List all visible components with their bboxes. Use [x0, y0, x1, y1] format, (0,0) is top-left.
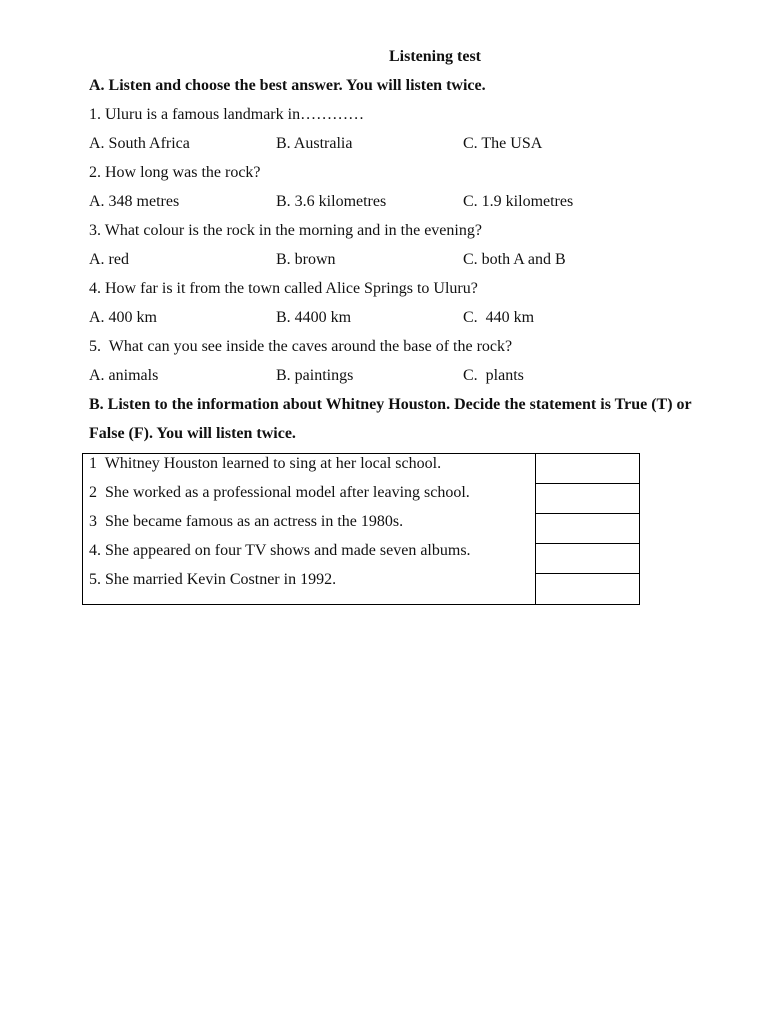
question-4-option-a: A. 400 km — [89, 309, 157, 326]
question-3-option-a: A. red — [89, 251, 129, 268]
question-3: 3. What colour is the rock in the morning and in the evening? — [89, 222, 482, 239]
answer-box-3[interactable] — [536, 514, 639, 544]
answer-box-1[interactable] — [536, 454, 639, 484]
section-a-heading: A. Listen and choose the best answer. You will listen twice. — [89, 77, 486, 94]
question-1-option-c: C. The USA — [463, 135, 543, 152]
answer-box-5[interactable] — [536, 574, 639, 603]
statement-5: 5. She married Kevin Costner in 1992. — [89, 571, 337, 588]
question-4-option-b: B. 4400 km — [276, 309, 352, 326]
statement-4: 4. She appeared on four TV shows and made seven albums. — [89, 542, 471, 559]
question-3-option-c: C. both A and B — [463, 251, 566, 268]
question-5-option-a: A. animals — [89, 367, 159, 384]
question-3-option-b: B. brown — [276, 251, 336, 268]
question-2-option-c: C. 1.9 kilometres — [463, 193, 574, 210]
question-2: 2. How long was the rock? — [89, 164, 261, 181]
answer-box-4[interactable] — [536, 544, 639, 574]
statement-2: 2 She worked as a professional model after leaving school. — [89, 484, 470, 501]
question-4: 4. How far is it from the town called Alice Springs to Uluru? — [89, 280, 478, 297]
statement-3: 3 She became famous as an actress in the 1980s. — [89, 513, 404, 530]
question-1-option-b: B. Australia — [276, 135, 353, 152]
question-2-option-a: A. 348 metres — [89, 193, 180, 210]
answers-column — [536, 454, 640, 605]
question-5-option-b: B. paintings — [276, 367, 354, 384]
question-1: 1. Uluru is a famous landmark in………… — [89, 106, 365, 123]
statements-column — [83, 454, 536, 605]
question-5-option-c: C. plants — [463, 367, 524, 384]
true-false-table — [82, 453, 640, 605]
answer-box-2[interactable] — [536, 484, 639, 514]
question-4-option-c: C. 440 km — [463, 309, 535, 326]
statement-1: 1 Whitney Houston learned to sing at her local school. — [89, 455, 442, 472]
question-1-option-a: A. South Africa — [89, 135, 190, 152]
question-5: 5. What can you see inside the caves around the base of the rock? — [89, 338, 513, 355]
page-title: Listening test — [389, 48, 481, 65]
section-b-heading-continued: False (F). You will listen twice. — [89, 425, 296, 442]
section-b-heading: B. Listen to the information about Whitney Houston. Decide the statement is True (T) or — [89, 396, 692, 413]
question-2-option-b: B. 3.6 kilometres — [276, 193, 387, 210]
